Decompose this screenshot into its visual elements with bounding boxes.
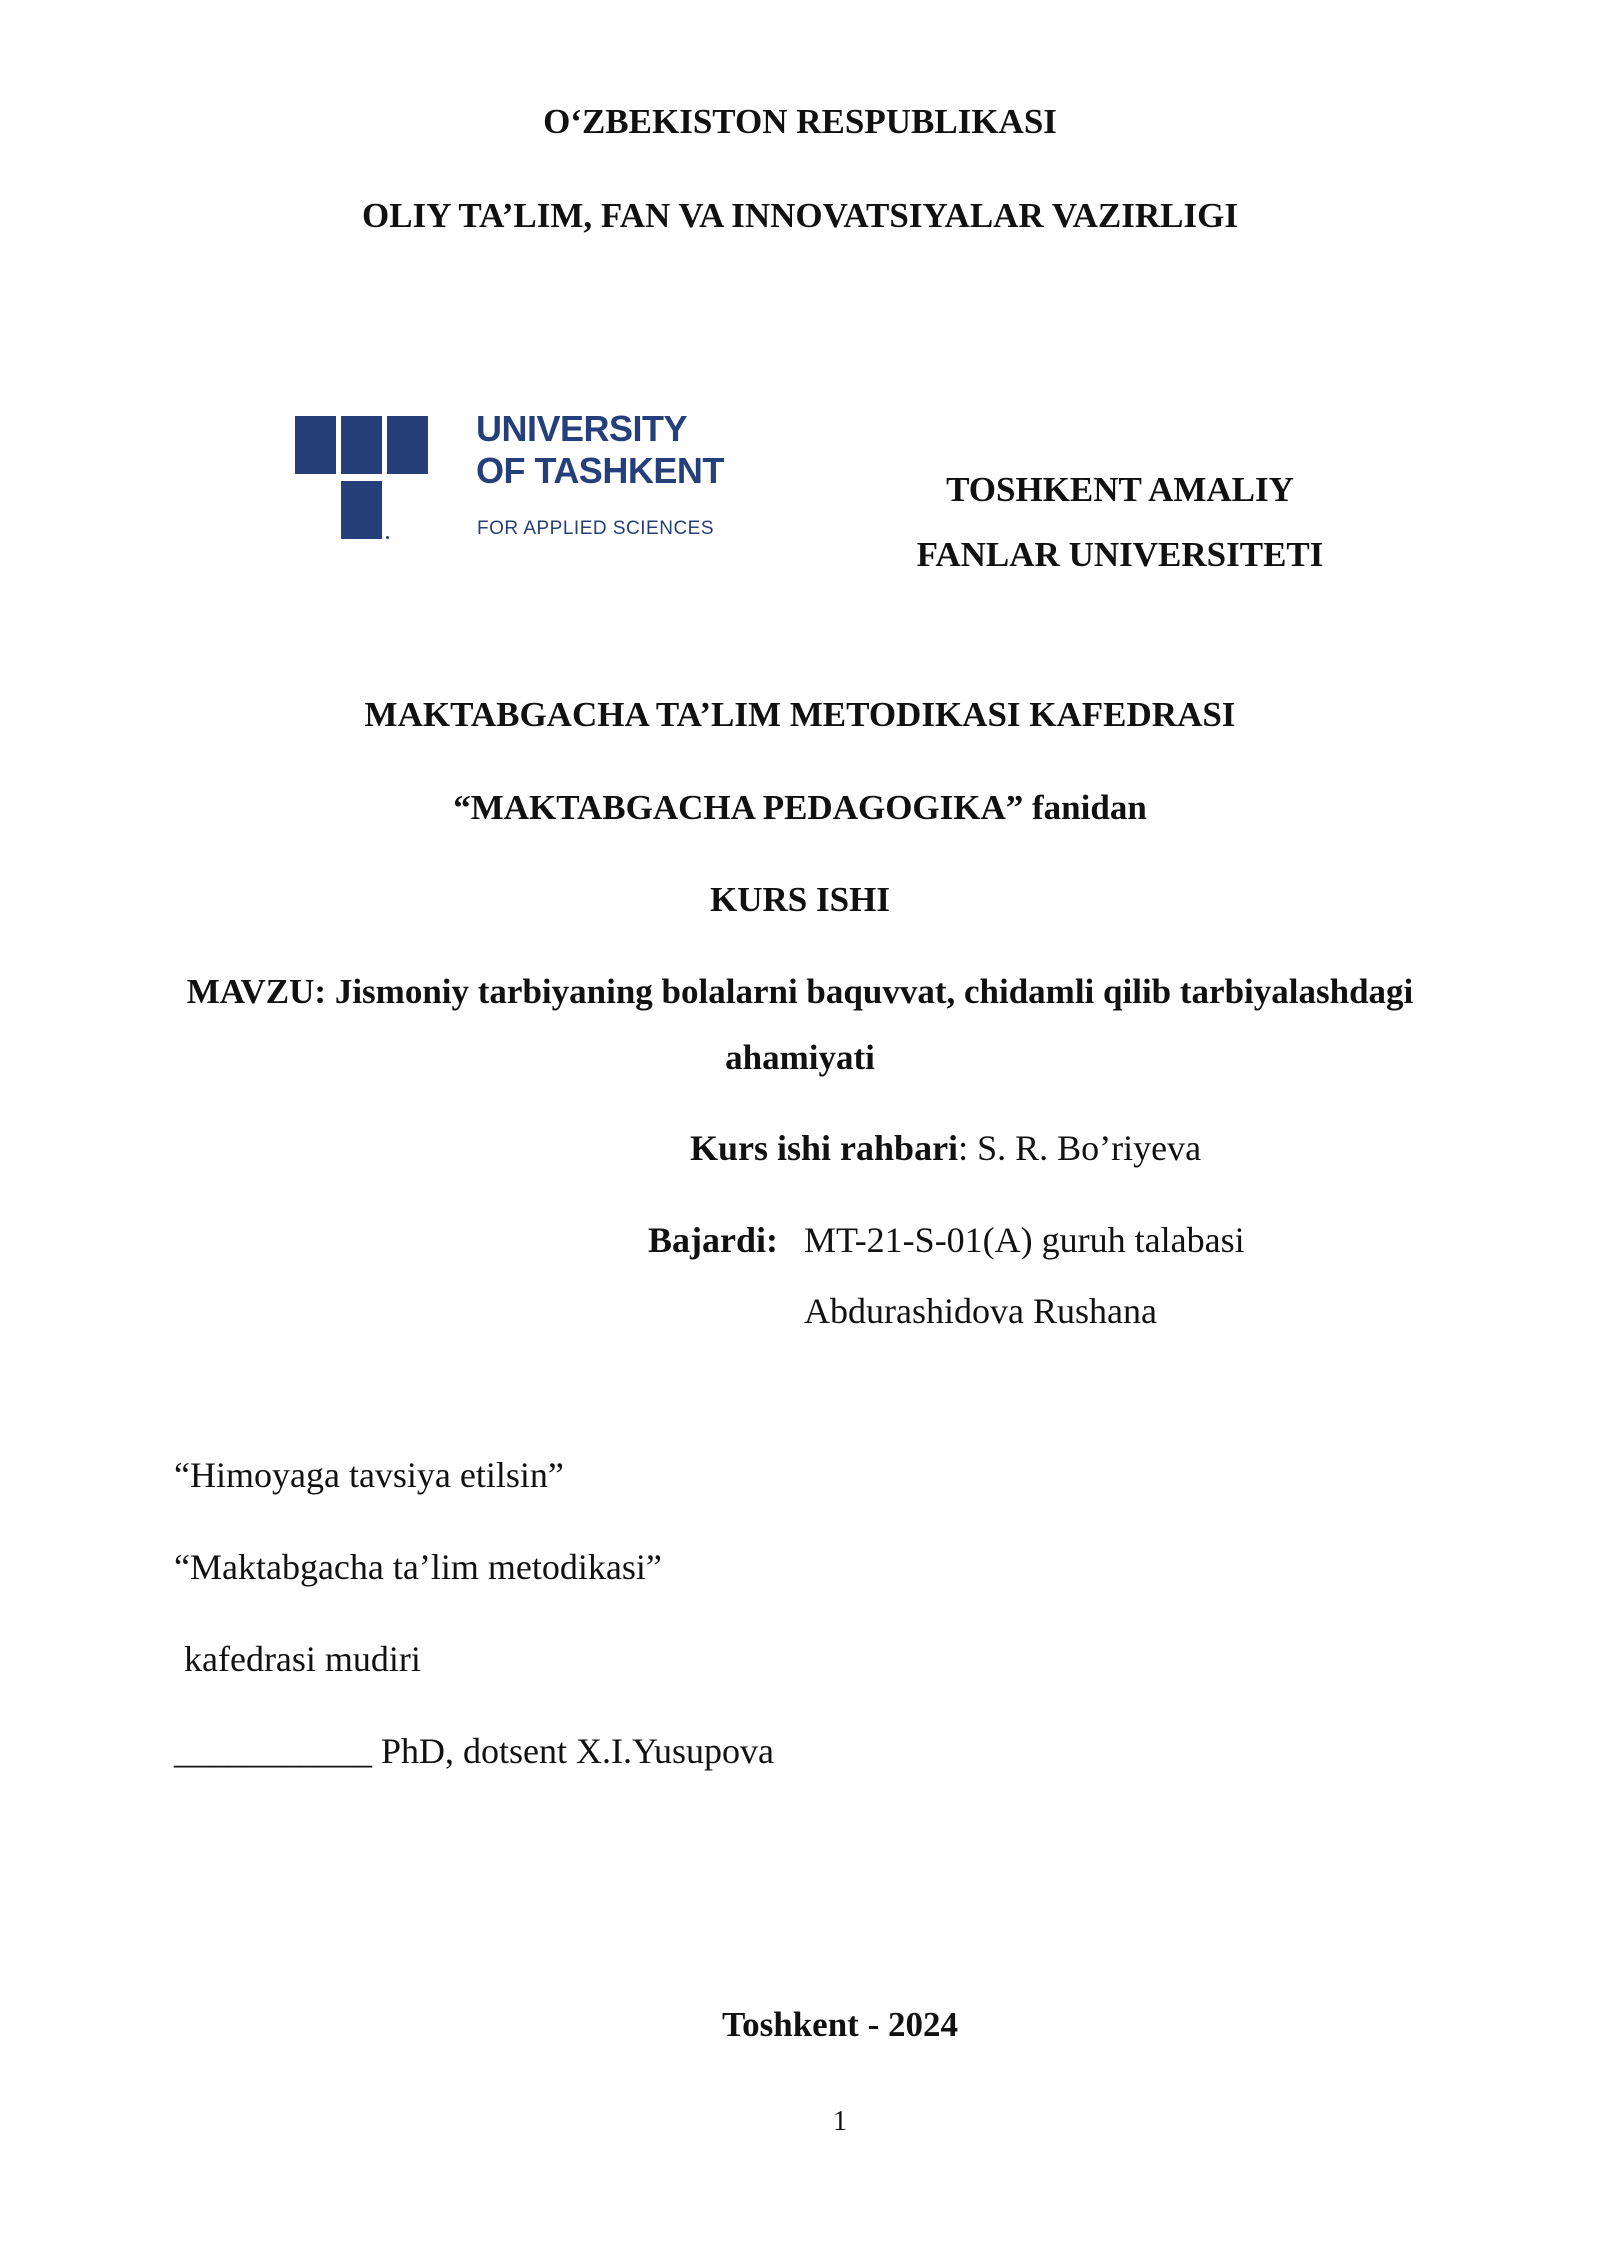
- topic-line1: MAVZU: Jismoniy tarbiyaning bolalarni baquvvat, chidamli qilib tarbiyalashdagi: [186, 972, 1414, 1011]
- signature-blank: ___________: [174, 1731, 372, 1771]
- performer-name: Abdurashidova Rushana: [804, 1291, 1157, 1331]
- page-number: 1: [833, 2106, 847, 2137]
- logo-text-line2: OF TASHKENT: [476, 450, 724, 491]
- ministry-name-heading: OLIY TA’LIM, FAN VA INNOVATSIYALAR VAZIRLIGI: [362, 196, 1238, 235]
- supervisor-value: : S. R. Bo’riyeva: [958, 1128, 1202, 1168]
- subject-heading: “MAKTABGACHA PEDAGOGIKA” fanidan: [453, 788, 1147, 827]
- supervisor-line: [690, 1127, 1201, 1169]
- performer-group: MT-21-S-01(A) guruh talabasi: [804, 1220, 1245, 1260]
- city-year: Toshkent - 2024: [722, 2005, 958, 2044]
- approval-line3: kafedrasi mudiri: [184, 1639, 421, 1679]
- university-name-line1: TOSHKENT AMALIY: [946, 470, 1294, 509]
- performer-label: Bajardi:: [648, 1220, 778, 1260]
- topic-line2: ahamiyati: [725, 1038, 875, 1077]
- logo-text-line3: FOR APPLIED SCIENCES: [477, 518, 715, 539]
- ministry-country-heading: O‘ZBEKISTON RESPUBLIKASI: [543, 102, 1057, 141]
- signatory-name: PhD, dotsent X.I.Yusupova: [381, 1731, 774, 1771]
- university-logo: [290, 408, 724, 547]
- logo-text-line1: UNIVERSITY: [476, 408, 688, 449]
- work-type-heading: KURS ISHI: [710, 880, 890, 919]
- university-name-line2: FANLAR UNIVERSITETI: [916, 535, 1324, 574]
- supervisor-label: Kurs ishi rahbari: [690, 1128, 959, 1168]
- approval-signature-line: [174, 1730, 774, 1772]
- department-heading: MAKTABGACHA TA’LIM METODIKASI KAFEDRASI: [364, 695, 1236, 734]
- approval-line2: “Maktabgacha ta’lim metodikasi”: [174, 1547, 662, 1587]
- approval-line1: “Himoyaga tavsiya etilsin”: [174, 1455, 564, 1495]
